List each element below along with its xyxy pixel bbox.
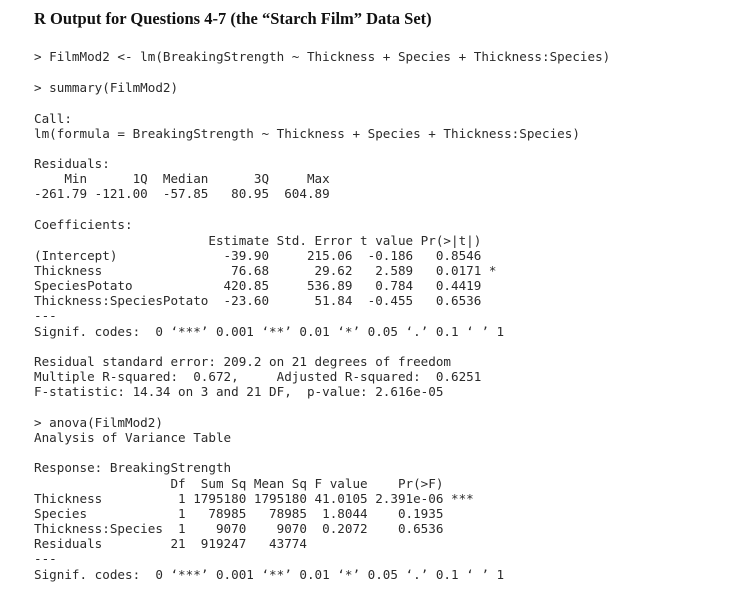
- residual-std-error: Residual standard error: 209.2 on 21 degrees of freedom: [34, 354, 452, 369]
- coef-row-thickness: Thickness 76.68 29.62 2.589 0.0171 *: [34, 263, 497, 278]
- signif-codes: Signif. codes: 0 ‘***’ 0.001 ‘**’ 0.01 ‘*’ 0.05 ‘.’ 0.1 ‘ ’ 1: [34, 567, 505, 582]
- coef-row-interaction: Thickness:SpeciesPotato -23.60 51.84 -0.455 0.6536: [34, 293, 482, 308]
- f-statistic: F-statistic: 14.34 on 3 and 21 DF, p-value: 2.616e-05: [34, 384, 444, 399]
- signif-codes: Signif. codes: 0 ‘***’ 0.001 ‘**’ 0.01 ‘*’ 0.05 ‘.’ 0.1 ‘ ’ 1: [34, 324, 505, 339]
- command-lm-model: > FilmMod2 <- lm(BreakingStrength ~ Thickness + Species + Thickness:Species): [34, 49, 611, 64]
- document-title: R Output for Questions 4-7 (the “Starch Film” Data Set): [34, 9, 432, 28]
- r-squared: Multiple R-squared: 0.672, Adjusted R-squared: 0.6251: [34, 369, 482, 384]
- call-formula: lm(formula = BreakingStrength ~ Thickness + Species + Thickness:Species): [34, 126, 580, 141]
- anova-columns: Df Sum Sq Mean Sq F value Pr(>F): [34, 476, 444, 491]
- command-anova: > anova(FilmMod2): [34, 415, 163, 430]
- coef-row-species: SpeciesPotato 420.85 536.89 0.784 0.4419: [34, 278, 482, 293]
- residuals-values: -261.79 -121.00 -57.85 80.95 604.89: [34, 186, 330, 201]
- call-header: Call:: [34, 111, 72, 126]
- anova-row-residuals: Residuals 21 919247 43774: [34, 536, 307, 551]
- residuals-header: Residuals:: [34, 156, 110, 171]
- separator: ---: [34, 551, 57, 566]
- anova-row-interaction: Thickness:Species 1 9070 9070 0.2072 0.6536: [34, 521, 444, 536]
- anova-row-species: Species 1 78985 78985 1.8044 0.1935: [34, 506, 444, 521]
- coefficients-header: Coefficients:: [34, 217, 133, 232]
- command-summary: > summary(FilmMod2): [34, 80, 179, 95]
- coef-row-intercept: (Intercept) -39.90 215.06 -0.186 0.8546: [34, 248, 482, 263]
- coefficients-columns: Estimate Std. Error t value Pr(>|t|): [34, 233, 482, 248]
- residuals-labels: Min 1Q Median 3Q Max: [34, 171, 330, 186]
- anova-title: Analysis of Variance Table: [34, 430, 232, 445]
- anova-row-thickness: Thickness 1 1795180 1795180 41.0105 2.391e-06 ***: [34, 491, 474, 506]
- anova-response: Response: BreakingStrength: [34, 460, 232, 475]
- separator: ---: [34, 308, 57, 323]
